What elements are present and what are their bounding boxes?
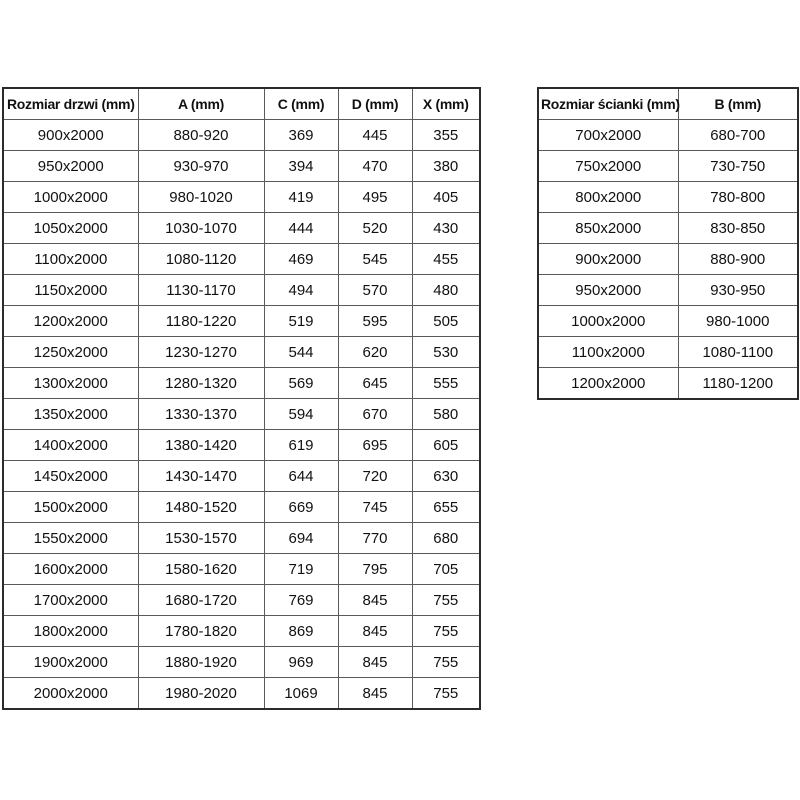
column-header-c: C (mm) [264, 88, 338, 120]
table-row [3, 151, 480, 182]
table-cell: 1480-1520 [138, 492, 264, 523]
table-cell: 1330-1370 [138, 399, 264, 430]
table-cell: 720 [338, 461, 412, 492]
table-row [3, 182, 480, 213]
table-row [3, 244, 480, 275]
column-header-b: B (mm) [678, 88, 798, 120]
table-cell: 755 [412, 678, 480, 710]
table-cell: 880-900 [678, 244, 798, 275]
table-cell: 670 [338, 399, 412, 430]
table-cell: 830-850 [678, 213, 798, 244]
table-cell: 505 [412, 306, 480, 337]
table-cell: 1250x2000 [3, 337, 138, 368]
table-row [3, 647, 480, 678]
table-cell: 1430-1470 [138, 461, 264, 492]
table-cell: 620 [338, 337, 412, 368]
table-cell: 1150x2000 [3, 275, 138, 306]
table-cell: 695 [338, 430, 412, 461]
table-cell: 900x2000 [3, 120, 138, 151]
wall-table-body [538, 120, 798, 400]
table-cell: 680 [412, 523, 480, 554]
table-row [538, 337, 798, 368]
table-cell: 1000x2000 [538, 306, 678, 337]
table-cell: 545 [338, 244, 412, 275]
table-cell: 570 [338, 275, 412, 306]
table-cell: 1030-1070 [138, 213, 264, 244]
table-cell: 930-970 [138, 151, 264, 182]
table-row [3, 523, 480, 554]
table-cell: 419 [264, 182, 338, 213]
table-cell: 469 [264, 244, 338, 275]
table-cell: 594 [264, 399, 338, 430]
table-cell: 869 [264, 616, 338, 647]
table-cell: 495 [338, 182, 412, 213]
table-cell: 800x2000 [538, 182, 678, 213]
column-header-x: X (mm) [412, 88, 480, 120]
table-cell: 1350x2000 [3, 399, 138, 430]
table-cell: 980-1020 [138, 182, 264, 213]
table-cell: 750x2000 [538, 151, 678, 182]
table-cell: 555 [412, 368, 480, 399]
door-size-table [2, 87, 481, 710]
table-cell: 494 [264, 275, 338, 306]
table-cell: 1550x2000 [3, 523, 138, 554]
table-cell: 380 [412, 151, 480, 182]
table-cell: 405 [412, 182, 480, 213]
table-row [3, 306, 480, 337]
table-cell: 1130-1170 [138, 275, 264, 306]
table-row [3, 678, 480, 710]
table-cell: 480 [412, 275, 480, 306]
table-row [3, 368, 480, 399]
table-cell: 1530-1570 [138, 523, 264, 554]
table-cell: 950x2000 [3, 151, 138, 182]
table-cell: 595 [338, 306, 412, 337]
table-cell: 644 [264, 461, 338, 492]
table-cell: 694 [264, 523, 338, 554]
table-cell: 1880-1920 [138, 647, 264, 678]
table-row [3, 120, 480, 151]
table-cell: 355 [412, 120, 480, 151]
table-cell: 900x2000 [538, 244, 678, 275]
door-table-body [3, 120, 480, 710]
table-cell: 544 [264, 337, 338, 368]
column-header-a: A (mm) [138, 88, 264, 120]
table-cell: 1600x2000 [3, 554, 138, 585]
table-row [538, 213, 798, 244]
table-cell: 1100x2000 [3, 244, 138, 275]
wall-table-header-row [538, 88, 798, 120]
table-row [538, 120, 798, 151]
table-cell: 1280-1320 [138, 368, 264, 399]
table-row [538, 182, 798, 213]
table-cell: 520 [338, 213, 412, 244]
table-cell: 655 [412, 492, 480, 523]
table-cell: 705 [412, 554, 480, 585]
table-cell: 1050x2000 [3, 213, 138, 244]
table-cell: 1680-1720 [138, 585, 264, 616]
table-cell: 1900x2000 [3, 647, 138, 678]
table-cell: 845 [338, 585, 412, 616]
table-cell: 2000x2000 [3, 678, 138, 710]
table-row [538, 275, 798, 306]
table-cell: 1400x2000 [3, 430, 138, 461]
table-cell: 1000x2000 [3, 182, 138, 213]
table-cell: 430 [412, 213, 480, 244]
table-cell: 1200x2000 [538, 368, 678, 400]
table-cell: 470 [338, 151, 412, 182]
table-cell: 770 [338, 523, 412, 554]
table-cell: 1180-1200 [678, 368, 798, 400]
table-cell: 850x2000 [538, 213, 678, 244]
table-cell: 969 [264, 647, 338, 678]
table-cell: 369 [264, 120, 338, 151]
table-cell: 1300x2000 [3, 368, 138, 399]
table-cell: 1200x2000 [3, 306, 138, 337]
table-cell: 755 [412, 616, 480, 647]
table-cell: 530 [412, 337, 480, 368]
table-cell: 719 [264, 554, 338, 585]
table-cell: 1230-1270 [138, 337, 264, 368]
table-cell: 769 [264, 585, 338, 616]
table-row [3, 399, 480, 430]
table-cell: 1700x2000 [3, 585, 138, 616]
table-cell: 755 [412, 585, 480, 616]
table-cell: 1800x2000 [3, 616, 138, 647]
table-row [3, 616, 480, 647]
table-cell: 645 [338, 368, 412, 399]
table-cell: 1180-1220 [138, 306, 264, 337]
table-row [538, 151, 798, 182]
table-cell: 930-950 [678, 275, 798, 306]
column-header-d: D (mm) [338, 88, 412, 120]
door-table-header-row [3, 88, 480, 120]
table-cell: 845 [338, 678, 412, 710]
table-cell: 1100x2000 [538, 337, 678, 368]
table-row [3, 585, 480, 616]
table-row [3, 213, 480, 244]
table-cell: 1780-1820 [138, 616, 264, 647]
table-cell: 880-920 [138, 120, 264, 151]
table-cell: 630 [412, 461, 480, 492]
table-cell: 1080-1100 [678, 337, 798, 368]
table-row [3, 275, 480, 306]
table-cell: 950x2000 [538, 275, 678, 306]
column-header-rozmiar-drzwi: Rozmiar drzwi (mm) [3, 88, 138, 120]
table-cell: 1500x2000 [3, 492, 138, 523]
table-cell: 394 [264, 151, 338, 182]
table-row [538, 368, 798, 400]
table-cell: 780-800 [678, 182, 798, 213]
table-cell: 1450x2000 [3, 461, 138, 492]
table-cell: 680-700 [678, 120, 798, 151]
table-cell: 580 [412, 399, 480, 430]
table-cell: 845 [338, 647, 412, 678]
table-row [3, 337, 480, 368]
table-cell: 730-750 [678, 151, 798, 182]
table-cell: 519 [264, 306, 338, 337]
column-header-rozmiar-scianki: Rozmiar ścianki (mm) [538, 88, 678, 120]
table-cell: 569 [264, 368, 338, 399]
table-cell: 700x2000 [538, 120, 678, 151]
table-cell: 795 [338, 554, 412, 585]
table-row [3, 492, 480, 523]
table-row [3, 554, 480, 585]
table-cell: 845 [338, 616, 412, 647]
table-cell: 605 [412, 430, 480, 461]
table-cell: 445 [338, 120, 412, 151]
table-row [538, 306, 798, 337]
table-cell: 1980-2020 [138, 678, 264, 710]
table-cell: 1069 [264, 678, 338, 710]
table-cell: 444 [264, 213, 338, 244]
table-cell: 1380-1420 [138, 430, 264, 461]
table-row [3, 430, 480, 461]
table-cell: 669 [264, 492, 338, 523]
table-cell: 745 [338, 492, 412, 523]
wall-size-table [537, 87, 799, 400]
table-cell: 980-1000 [678, 306, 798, 337]
table-cell: 1080-1120 [138, 244, 264, 275]
table-cell: 755 [412, 647, 480, 678]
table-cell: 619 [264, 430, 338, 461]
table-cell: 1580-1620 [138, 554, 264, 585]
table-cell: 455 [412, 244, 480, 275]
table-row [538, 244, 798, 275]
table-row [3, 461, 480, 492]
